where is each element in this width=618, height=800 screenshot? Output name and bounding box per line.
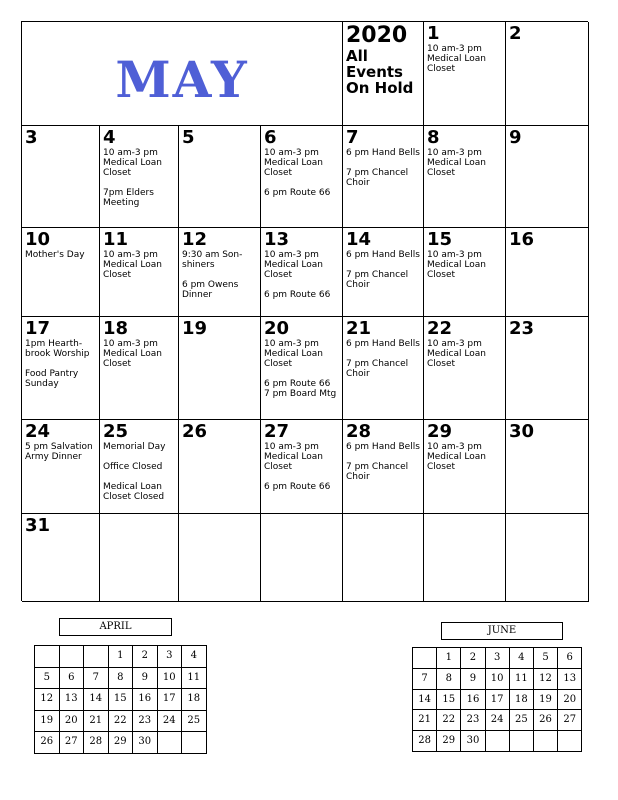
event-text: 10 am-3 pm: [103, 148, 158, 158]
day-number: 14: [346, 229, 372, 250]
event-text: 7 pm Board Mtg: [264, 389, 337, 399]
mini-calendar-day: 23: [461, 710, 485, 731]
mini-calendar-day: 26: [534, 710, 558, 731]
april-mini-calendar: [34, 645, 207, 754]
empty-cell: [424, 514, 506, 602]
empty-cell: [506, 514, 589, 602]
mini-calendar-day: 30: [461, 731, 485, 752]
event-text: 7 pm Chancel Choir: [346, 168, 409, 188]
day-number: 28: [346, 421, 372, 442]
mini-calendar-day: 13: [60, 689, 85, 711]
mini-calendar-day: 11: [510, 669, 534, 690]
day-number: 25: [103, 421, 129, 442]
mini-calendar-day: 17: [158, 689, 183, 711]
mini-calendar-day: 23: [133, 711, 158, 733]
day-cell: [261, 420, 343, 514]
mini-calendar-day: 14: [413, 690, 437, 711]
mini-calendar-day: 4: [510, 648, 534, 669]
mini-calendar-day: 20: [558, 690, 582, 711]
mini-calendar-day: 28: [413, 731, 437, 752]
event-text: Medical Loan Closet: [264, 260, 323, 280]
mini-calendar-day: 15: [437, 690, 461, 711]
mini-calendar-day: 1: [109, 646, 134, 668]
day-number: 31: [25, 515, 51, 536]
mini-calendar-day: 8: [109, 668, 134, 690]
mini-calendar-day: 30: [133, 732, 158, 754]
mini-calendar-day: 16: [461, 690, 485, 711]
mini-calendar-day: 1: [437, 648, 461, 669]
empty-cell: [261, 514, 343, 602]
events-on-hold-notice: All Events On Hold: [346, 47, 414, 97]
event-text: 7pm Elders Meeting: [103, 188, 154, 208]
day-number: 29: [427, 421, 453, 442]
day-cell: [22, 420, 100, 514]
june-mini-calendar-title: JUNE: [441, 622, 563, 640]
day-cell: [424, 22, 506, 126]
day-cell: [179, 420, 261, 514]
day-cell: [100, 420, 179, 514]
day-cell: [506, 126, 589, 228]
mini-calendar-day: 29: [109, 732, 134, 754]
event-text: 6 pm Hand Bells: [346, 250, 420, 260]
mini-calendar-day: [486, 731, 510, 752]
mini-calendar-day: 21: [84, 711, 109, 733]
mini-calendar-day: 13: [558, 669, 582, 690]
event-text: 7 pm Chancel Choir: [346, 270, 409, 290]
event-text: 10 am-3 pm: [264, 148, 319, 158]
year-label: 2020: [346, 23, 408, 48]
month-title: MAY: [115, 50, 249, 109]
mini-calendar-day: [60, 646, 85, 668]
day-cell: [424, 126, 506, 228]
event-text: Medical Loan Closet: [427, 260, 486, 280]
day-cell: [179, 126, 261, 228]
day-cell: [22, 514, 100, 602]
event-text: Medical Loan Closet: [427, 349, 486, 369]
day-cell: [343, 126, 424, 228]
may-calendar-grid: [21, 21, 588, 601]
event-text: 10 am-3 pm: [264, 250, 319, 260]
day-cell: [343, 317, 424, 420]
day-number: 7: [346, 127, 359, 148]
event-text: 10 am-3 pm: [103, 250, 158, 260]
mini-calendar-day: 2: [461, 648, 485, 669]
empty-cell: [179, 514, 261, 602]
day-cell: [179, 317, 261, 420]
day-number: 6: [264, 127, 277, 148]
mini-calendar-day: 24: [486, 710, 510, 731]
month-header-cell: [22, 22, 343, 126]
day-number: 12: [182, 229, 208, 250]
mini-calendar-day: 14: [84, 689, 109, 711]
june-mini-calendar: [412, 647, 582, 752]
mini-calendar-day: [35, 646, 60, 668]
mini-calendar-day: 4: [182, 646, 207, 668]
event-text: 1pm Hearth-brook Worship: [25, 339, 90, 359]
event-text: Medical Loan Closet: [103, 349, 162, 369]
day-number: 3: [25, 127, 38, 148]
event-text: 5 pm Salvation Army Dinner: [25, 442, 93, 462]
mini-calendar-day: 12: [35, 689, 60, 711]
day-cell: [22, 317, 100, 420]
event-text: Mother's Day: [25, 250, 85, 260]
day-cell: [506, 22, 589, 126]
event-text: 10 am-3 pm: [264, 339, 319, 349]
event-text: 6 pm Route 66: [264, 482, 331, 492]
event-text: Memorial Day: [103, 442, 166, 452]
year-notice-cell: [343, 22, 424, 126]
day-number: 22: [427, 318, 453, 339]
day-cell: [343, 420, 424, 514]
day-number: 10: [25, 229, 51, 250]
day-number: 21: [346, 318, 372, 339]
day-number: 16: [509, 229, 535, 250]
mini-calendar-day: 20: [60, 711, 85, 733]
mini-calendar-day: 9: [133, 668, 158, 690]
mini-calendar-day: 5: [534, 648, 558, 669]
day-cell: [179, 228, 261, 317]
event-text: 10 am-3 pm: [427, 148, 482, 158]
day-number: 27: [264, 421, 290, 442]
event-text: 7 pm Chancel Choir: [346, 359, 409, 379]
day-number: 8: [427, 127, 440, 148]
mini-calendar-day: 8: [437, 669, 461, 690]
event-text: Medical Loan Closet: [427, 452, 486, 472]
event-text: Medical Loan Closet Closed: [103, 482, 165, 502]
day-cell: [424, 420, 506, 514]
mini-calendar-day: 18: [510, 690, 534, 711]
empty-cell: [343, 514, 424, 602]
event-text: 9:30 am Son-shiners: [182, 250, 243, 270]
day-cell: [100, 228, 179, 317]
mini-calendar-day: 7: [84, 668, 109, 690]
mini-calendar-day: 19: [35, 711, 60, 733]
mini-calendar-day: 29: [437, 731, 461, 752]
day-number: 5: [182, 127, 195, 148]
day-number: 11: [103, 229, 129, 250]
mini-calendar-day: [558, 731, 582, 752]
mini-calendar-day: 25: [510, 710, 534, 731]
event-text: 10 am-3 pm: [427, 442, 482, 452]
day-cell: [261, 317, 343, 420]
day-number: 24: [25, 421, 51, 442]
mini-calendar-day: 12: [534, 669, 558, 690]
day-cell: [22, 228, 100, 317]
mini-calendar-day: 5: [35, 668, 60, 690]
event-text: 6 pm Route 66: [264, 379, 331, 389]
day-number: 30: [509, 421, 535, 442]
day-number: 26: [182, 421, 208, 442]
day-cell: [506, 420, 589, 514]
mini-calendar-day: 10: [158, 668, 183, 690]
day-cell: [343, 228, 424, 317]
mini-calendar-day: 6: [60, 668, 85, 690]
day-number: 19: [182, 318, 208, 339]
day-number: 1: [427, 23, 440, 44]
day-cell: [424, 317, 506, 420]
mini-calendar-day: 10: [486, 669, 510, 690]
day-number: 20: [264, 318, 290, 339]
event-text: Medical Loan Closet: [427, 158, 486, 178]
mini-calendar-day: [158, 732, 183, 754]
mini-calendar-day: 11: [182, 668, 207, 690]
day-number: 15: [427, 229, 453, 250]
mini-calendar-day: 22: [109, 711, 134, 733]
day-cell: [100, 126, 179, 228]
mini-calendar-day: 21: [413, 710, 437, 731]
mini-calendar-day: [182, 732, 207, 754]
mini-calendar-day: 9: [461, 669, 485, 690]
mini-calendar-day: [84, 646, 109, 668]
event-text: 7 pm Chancel Choir: [346, 462, 409, 482]
mini-calendar-day: 3: [486, 648, 510, 669]
mini-calendar-day: 28: [84, 732, 109, 754]
mini-calendar-day: 2: [133, 646, 158, 668]
event-text: Food Pantry Sunday: [25, 369, 79, 389]
april-mini-calendar-title: APRIL: [59, 618, 172, 636]
day-number: 2: [509, 23, 522, 44]
event-text: Office Closed: [103, 462, 163, 472]
mini-calendar-day: 16: [133, 689, 158, 711]
day-cell: [424, 228, 506, 317]
day-number: 9: [509, 127, 522, 148]
mini-calendar-day: 27: [558, 710, 582, 731]
event-text: 6 pm Route 66: [264, 290, 331, 300]
event-text: Medical Loan Closet: [427, 54, 486, 74]
event-text: Medical Loan Closet: [103, 158, 162, 178]
mini-calendar-day: [534, 731, 558, 752]
event-text: 6 pm Route 66: [264, 188, 331, 198]
day-cell: [100, 317, 179, 420]
mini-calendar-day: [510, 731, 534, 752]
event-text: Medical Loan Closet: [264, 349, 323, 369]
event-text: Medical Loan Closet: [264, 452, 323, 472]
mini-calendar-day: 15: [109, 689, 134, 711]
mini-calendar-day: 3: [158, 646, 183, 668]
mini-calendar-day: 18: [182, 689, 207, 711]
empty-cell: [100, 514, 179, 602]
day-cell: [261, 228, 343, 317]
mini-calendar-day: 27: [60, 732, 85, 754]
event-text: 10 am-3 pm: [427, 250, 482, 260]
mini-calendar-day: 24: [158, 711, 183, 733]
event-text: 10 am-3 pm: [427, 44, 482, 54]
mini-calendar-day: 22: [437, 710, 461, 731]
mini-calendar-day: 26: [35, 732, 60, 754]
day-number: 23: [509, 318, 535, 339]
event-text: 10 am-3 pm: [103, 339, 158, 349]
event-text: 10 am-3 pm: [264, 442, 319, 452]
day-cell: [506, 228, 589, 317]
event-text: 6 pm Owens Dinner: [182, 280, 239, 300]
mini-calendar-day: 6: [558, 648, 582, 669]
event-text: 6 pm Hand Bells: [346, 148, 420, 158]
mini-calendar-day: [413, 648, 437, 669]
event-text: Medical Loan Closet: [103, 260, 162, 280]
day-number: 13: [264, 229, 290, 250]
mini-calendar-day: 25: [182, 711, 207, 733]
day-cell: [506, 317, 589, 420]
day-cell: [261, 126, 343, 228]
event-text: 6 pm Hand Bells: [346, 442, 420, 452]
event-text: 10 am-3 pm: [427, 339, 482, 349]
day-number: 18: [103, 318, 129, 339]
mini-calendar-day: 7: [413, 669, 437, 690]
event-text: Medical Loan Closet: [264, 158, 323, 178]
day-number: 4: [103, 127, 116, 148]
day-cell: [22, 126, 100, 228]
event-text: 6 pm Hand Bells: [346, 339, 420, 349]
day-number: 17: [25, 318, 51, 339]
mini-calendar-day: 17: [486, 690, 510, 711]
mini-calendar-day: 19: [534, 690, 558, 711]
